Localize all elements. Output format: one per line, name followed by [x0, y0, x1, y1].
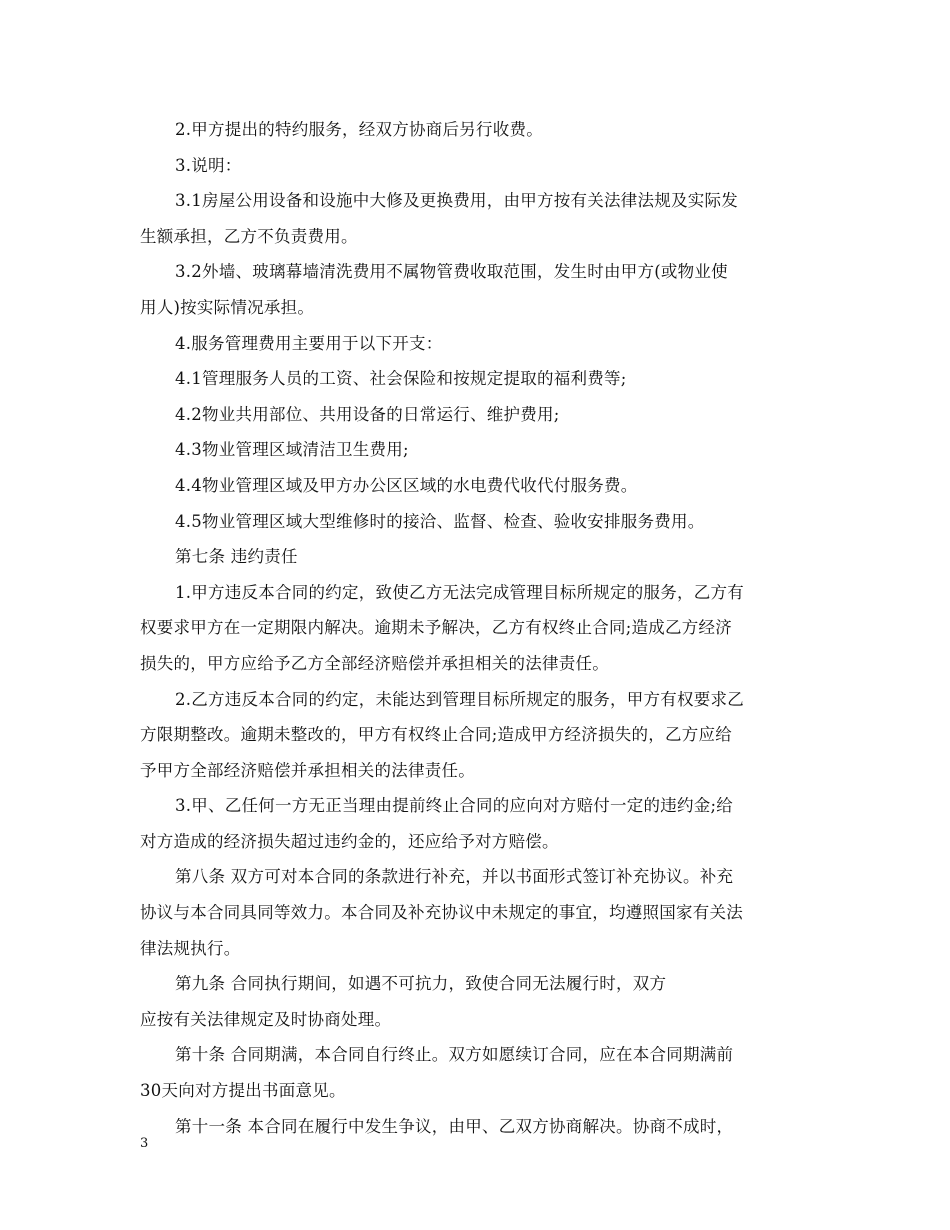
- article-ten: [140, 1037, 812, 1108]
- text-line: 2.乙方违反本合同的约定，未能达到管理目标所规定的服务，甲方有权要求乙: [175, 689, 744, 709]
- paragraph-explanation-heading: [140, 148, 812, 184]
- paragraph-party-a-breach: [140, 575, 812, 682]
- text-line: 3.1房屋公用设备和设施中大修及更换费用，由甲方按有关法律法规及实际发: [175, 191, 738, 211]
- text-line: 第十条 合同期满，本合同自行终止。双方如愿续订合同，应在本合同期满前: [175, 1045, 734, 1065]
- paragraph-major-repair-costs: [140, 183, 812, 254]
- text-line: 应按有关法律规定及时协商处理。: [140, 1009, 392, 1029]
- paragraph-fee-item-4-3: [140, 432, 812, 468]
- text-line: 第八条 双方可对本合同的条款进行补充，并以书面形式签订补充协议。补充: [175, 867, 734, 887]
- text-line: 4.4物业管理区域及甲方办公区区域的水电费代收代付服务费。: [175, 475, 638, 495]
- text-line: 1.甲方违反本合同的约定，致使乙方无法完成管理目标所规定的服务，乙方有: [175, 582, 744, 602]
- text-line: 4.1管理服务人员的工资、社会保险和按规定提取的福利费等;: [175, 369, 627, 389]
- paragraph-party-b-breach: [140, 682, 812, 789]
- paragraph-early-termination: [140, 788, 812, 859]
- paragraph-cleaning-costs: [140, 254, 812, 325]
- paragraph-special-service: [140, 112, 812, 148]
- paragraph-fee-item-4-5: [140, 504, 812, 540]
- article-seven-heading: [140, 539, 812, 575]
- paragraph-fee-item-4-4: [140, 468, 812, 504]
- article-nine: [140, 966, 812, 1037]
- text-line: 对方造成的经济损失超过违约金的，还应给予对方赔偿。: [140, 831, 559, 851]
- article-eleven: [140, 1109, 812, 1145]
- text-line: 30天向对方提出书面意见。: [140, 1081, 346, 1101]
- text-line: 4.5物业管理区域大型维修时的接洽、监督、检查、验收安排服务费用。: [175, 511, 705, 531]
- text-line: 予甲方全部经济赔偿并承担相关的法律责任。: [140, 760, 475, 780]
- text-line: 3.甲、乙任何一方无正当理由提前终止合同的应向对方赔付一定的违约金;给: [175, 796, 734, 816]
- text-line: 用人)按实际情况承担。: [140, 297, 315, 317]
- text-line: 4.3物业管理区域清洁卫生费用;: [175, 440, 409, 460]
- text-line: 3.说明：: [175, 155, 242, 175]
- text-line: 2.甲方提出的特约服务，经双方协商后另行收费。: [175, 120, 543, 139]
- text-line: 第十一条 本合同在履行中发生争议，由甲、乙双方协商解决。协商不成时，: [175, 1116, 734, 1136]
- article-eight: [140, 859, 812, 966]
- text-line: 4.2物业共用部位、共用设备的日常运行、维护费用;: [175, 404, 560, 424]
- text-line: 方限期整改。逾期未整改的，甲方有权终止合同;造成甲方经济损失的，乙方应给: [140, 725, 733, 745]
- paragraph-fee-item-4-2: [140, 397, 812, 433]
- page-number: 3: [140, 1136, 149, 1151]
- text-line: 4.服务管理费用主要用于以下开支：: [175, 333, 443, 353]
- text-line: 第七条 违约责任: [175, 547, 298, 567]
- document-body: [140, 112, 812, 1144]
- text-line: 律法规执行。: [140, 938, 241, 958]
- text-line: 生额承担，乙方不负责费用。: [140, 226, 358, 246]
- paragraph-management-fees: [140, 326, 812, 362]
- text-line: 损失的，甲方应给予乙方全部经济赔偿并承担相关的法律责任。: [140, 653, 609, 673]
- text-line: 协议与本合同具同等效力。本合同及补充协议中未规定的事宜，均遵照国家有关法: [140, 903, 743, 923]
- paragraph-fee-item-4-1: [140, 361, 812, 397]
- text-line: 3.2外墙、玻璃幕墙清洗费用不属物管费收取范围，发生时由甲方(或物业使: [175, 262, 728, 282]
- text-line: 第九条 合同执行期间，如遇不可抗力，致使合同无法履行时，双方: [175, 974, 667, 994]
- text-line: 权要求甲方在一定期限内解决。逾期未予解决，乙方有权终止合同;造成乙方经济: [140, 618, 733, 638]
